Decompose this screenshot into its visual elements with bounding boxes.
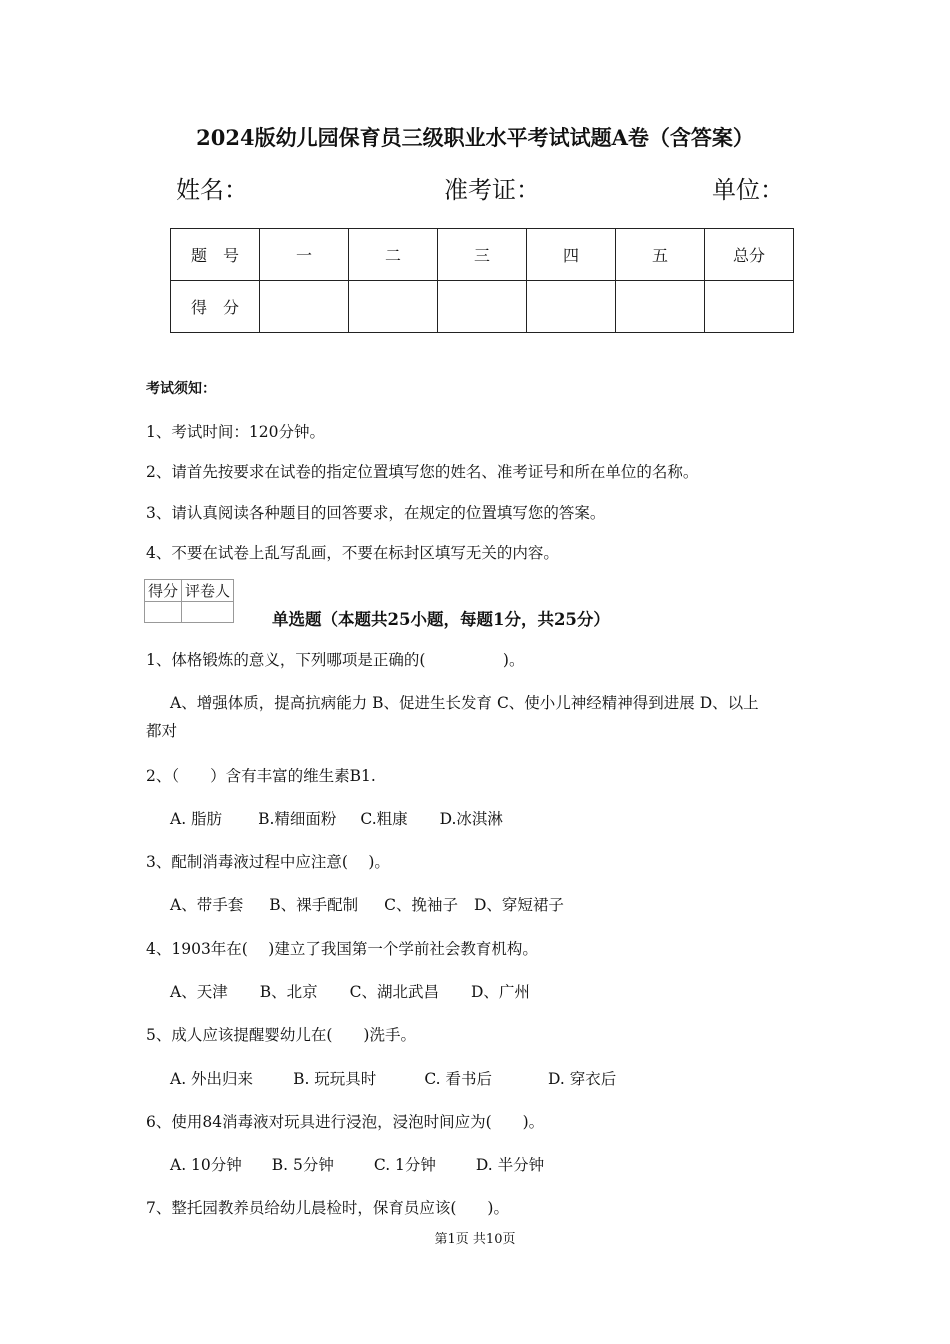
notes-heading: 考试须知： [146,381,216,397]
score-table [170,228,794,333]
score-cell[interactable] [260,281,349,333]
grader-score-cell[interactable] [145,602,182,623]
question-3: 3、配制消毒液过程中应注意( )。 [146,853,390,871]
question-5: 5、成人应该提醒婴幼儿在( )洗手。 [146,1026,416,1044]
option-c[interactable]: C. 看书后 [424,1070,492,1088]
option-b[interactable]: B. 玩玩具时 [293,1070,377,1088]
score-cell[interactable] [349,281,438,333]
option-d[interactable]: D. 半分钟 [475,1156,545,1174]
note-item: 4、不要在试卷上乱写乱画，不要在标封区填写无关的内容。 [146,544,559,562]
score-table-header-row [171,229,794,281]
exam-id-field-label: 准考证： [444,176,540,204]
question-1-options: A、增强体质，提高抗病能力 B、促进生长发育 C、使小儿神经精神得到进展 D、以上 [170,694,759,712]
score-row-label: 得 分 [171,281,260,333]
option-a[interactable]: A、天津 [170,983,228,1001]
option-d[interactable]: D.冰淇淋 [439,810,503,828]
question-2-options [170,807,503,829]
option-d[interactable]: D. 穿衣后 [547,1070,617,1088]
score-header-cell: 四 [527,229,616,281]
option-a[interactable]: A. 外出归来 [170,1070,254,1088]
option-b[interactable]: B.精细面粉 [258,810,337,828]
note-item: 1、考试时间：120分钟。 [146,423,325,441]
note-item: 2、请首先按要求在试卷的指定位置填写您的姓名、准考证号和所在单位的名称。 [146,463,699,481]
unit-field-label: 单位： [712,176,784,204]
option-d[interactable]: D、广州 [470,983,530,1001]
section-title: 单选题（本题共25小题，每题1分，共25分） [272,610,610,629]
question-6: 6、使用84消毒液对玩具进行浸泡，浸泡时间应为( )。 [146,1113,545,1131]
note-item: 3、请认真阅读各种题目的回答要求，在规定的位置填写您的答案。 [146,504,606,522]
question-7: 7、整托园教养员给幼儿晨检时，保育员应该( )。 [146,1199,509,1217]
name-field-label: 姓名： [176,176,248,204]
score-header-cell: 五 [616,229,705,281]
question-6-options [170,1153,544,1175]
option-c[interactable]: C. 1分钟 [373,1156,436,1174]
option-b[interactable]: B、北京 [259,983,318,1001]
question-5-options [170,1067,616,1089]
option-c[interactable]: C.粗康 [360,810,408,828]
score-header-cell: 二 [349,229,438,281]
grader-box [144,579,234,623]
score-header-cell: 三 [438,229,527,281]
option-b[interactable]: B. 5分钟 [271,1156,334,1174]
exam-title: 2024版幼儿园保育员三级职业水平考试试题A卷（含答案） [196,125,754,150]
score-header-cell: 总分 [705,229,794,281]
option-a[interactable]: A. 脂肪 [170,810,223,828]
score-cell[interactable] [438,281,527,333]
score-table-score-row [171,281,794,333]
question-1: 1、体格锻炼的意义，下列哪项是正确的( )。 [146,651,525,669]
option-c[interactable]: C、湖北武昌 [349,983,439,1001]
option-a[interactable]: A. 10分钟 [170,1156,242,1174]
question-3-options [170,893,564,915]
question-4: 4、1903年在( )建立了我国第一个学前社会教育机构。 [146,940,538,958]
grader-score-label: 得分 [145,580,182,602]
question-2: 2、（ ）含有丰富的维生素B1. [146,767,376,785]
question-4-options [170,980,530,1002]
page-footer: 第1页 共10页 [434,1232,516,1247]
grader-reviewer-cell[interactable] [182,602,234,623]
question-1-options-continued: 都对 [146,722,178,740]
option-d[interactable]: D、穿短裙子 [473,896,564,914]
option-c[interactable]: C、挽袖子 [384,896,458,914]
score-cell[interactable] [527,281,616,333]
score-header-cell: 一 [260,229,349,281]
grader-reviewer-label: 评卷人 [182,580,234,602]
score-header-cell: 题 号 [171,229,260,281]
score-cell[interactable] [705,281,794,333]
option-a[interactable]: A、带手套 [170,896,244,914]
option-b[interactable]: B、裸手配制 [269,896,359,914]
score-cell[interactable] [616,281,705,333]
